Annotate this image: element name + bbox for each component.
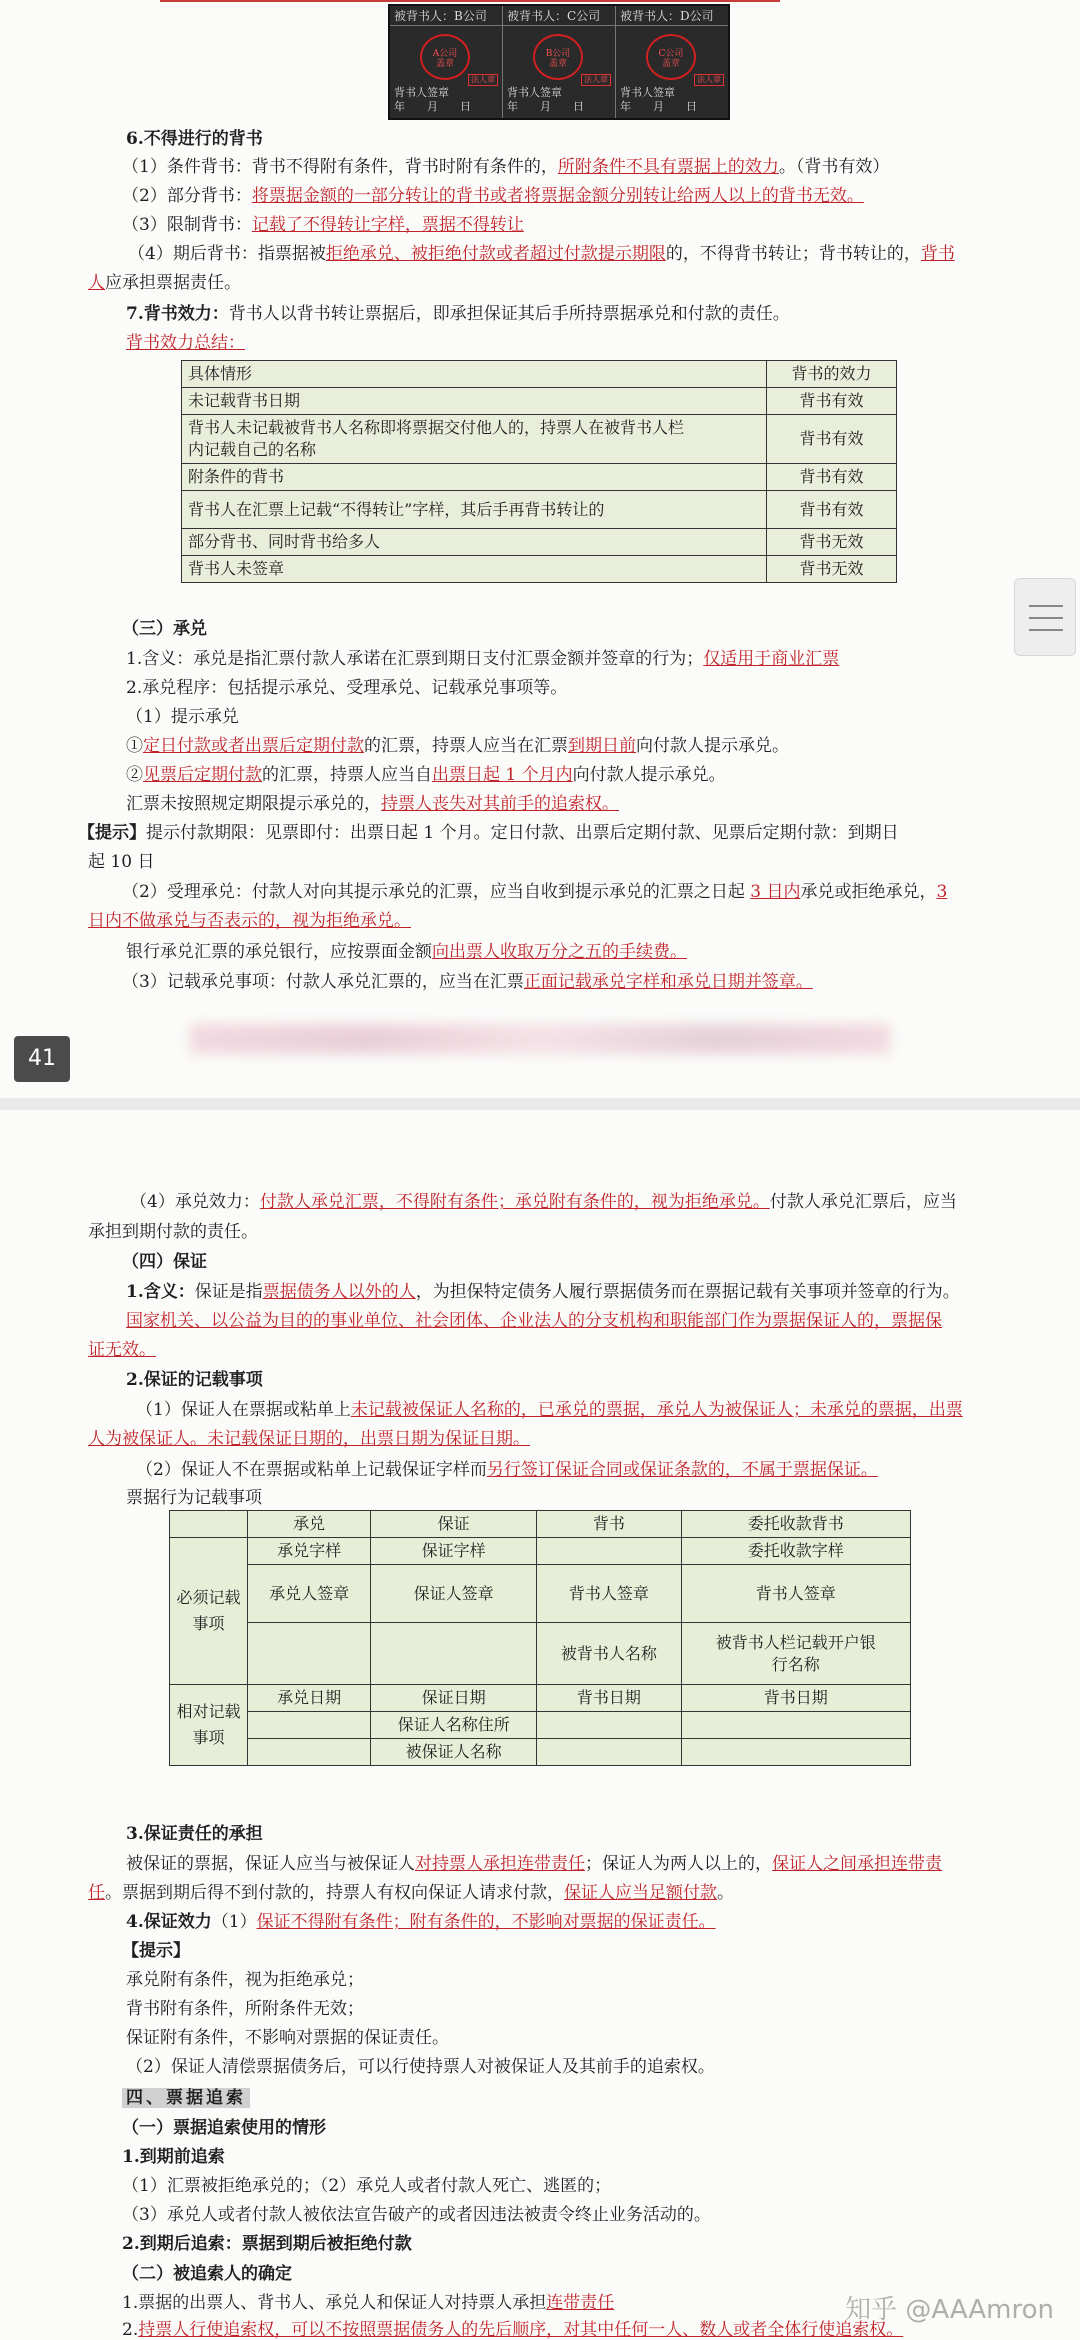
section-heading: 四、票据追索 (122, 2086, 1080, 2110)
text-line: 证无效。 (88, 1340, 156, 1360)
table-row: 被保证人名称 (170, 1739, 911, 1766)
endorsement-stamp-image (388, 4, 730, 120)
stamp-column (616, 6, 728, 118)
table-row: 背书人未签章 背书无效 (182, 556, 897, 583)
text-line: （1）汇票被拒绝承兑的；（2）承兑人或者付款人死亡、逃匿的； (122, 2176, 612, 2196)
section-heading: 3.保证责任的承担 (126, 1824, 263, 1844)
table-row: 背书人未记载被背书人名称即将票据交付他人的，持票人在被背书人栏 内记载自己的名称 背书有效 (182, 415, 897, 464)
section-heading: 2.保证的记载事项 (126, 1370, 263, 1390)
stamp-column (390, 6, 503, 118)
text-line: 4.保证效力（1）保证不得附有条件；附有条件的，不影响对票据的保证责任。 (126, 1912, 716, 1932)
text-line: （2）部分背书：将票据金额的一部分转让的背书或者将票据金额分别转让给两人以上的背书无效。 (122, 186, 864, 206)
summary-label: 背书效力总结： (126, 333, 245, 353)
watermark: 知乎 @AAAmron (845, 2295, 1054, 2325)
document-page-2 (0, 1110, 1080, 2340)
table-row: 必须记载事项 承兑字样 保证字样 委托收款字样 (170, 1538, 911, 1565)
text-line: 1.含义：保证是指票据债务人以外的人，为担保特定债务人履行票据债务而在票据记载有关事项并签章的行为。 (126, 1282, 960, 1302)
stamp-head: 被背书人：D公司 (616, 6, 728, 26)
text-line: 2.持票人行使追索权，可以不按照票据债务人的先后顺序，对其中任何一人、数人或者全体行使追索权。 (122, 2320, 904, 2340)
legal-person-seal: 法人章 (694, 74, 724, 86)
section-heading: （三）承兑 (122, 619, 207, 639)
company-seal: A公司 盖章 (420, 34, 470, 80)
text-line: 日内不做承兑与否表示的，视为拒绝承兑。 (88, 911, 411, 931)
endorsement-effect-table (181, 360, 897, 583)
text-line: 人应承担票据责任。 (88, 273, 241, 293)
text-line: 银行承兑汇票的承兑银行，应按票面金额向出票人收取万分之五的手续费。 (126, 942, 687, 962)
legal-person-seal: 法人章 (468, 74, 498, 86)
text-line: 【提示】提示付款期限：见票即付：出票日起 1 个月。定日付款、出票后定期付款、见票后定期付款：到期日 (78, 823, 899, 843)
text-line: 任。票据到期后得不到付款的，持票人有权向保证人请求付款，保证人应当足额付款。 (88, 1883, 734, 1903)
text-line: 1.票据的出票人、背书人、承兑人和保证人对持票人承担连带责任 (122, 2293, 615, 2313)
text-line: 票据行为记载事项 (126, 1488, 262, 1508)
section-heading: 6.不得进行的背书 (126, 129, 263, 149)
text-line: 人为被保证人。未记载保证日期的，出票日期为保证日期。 (88, 1429, 530, 1449)
section-heading: （二）被追索人的确定 (122, 2264, 292, 2284)
text-line: 起 10 日 (88, 852, 155, 872)
stamp-head: 被背书人：C公司 (503, 6, 615, 26)
table-row: 保证人名称住所 (170, 1712, 911, 1739)
stamp-column (503, 6, 616, 118)
section-heading: （四）保证 (122, 1252, 207, 1272)
section-heading: 1.到期前追索 (122, 2147, 225, 2167)
table-row: 被背书人名称 被背书人栏记载开户银 行名称 (170, 1623, 911, 1685)
company-seal: B公司 盖章 (533, 34, 583, 80)
red-divider (160, 0, 780, 2)
table-row: 承兑人签章 保证人签章 背书人签章 背书人签章 (170, 1565, 911, 1623)
company-seal: C公司 盖章 (646, 34, 696, 80)
text-line: （1）保证人在票据或粘单上未记载被保证人名称的，已承兑的票据，承兑人为被保证人；未承兑的票据，出票 (136, 1400, 963, 1420)
document-page-1 (0, 0, 1080, 1098)
text-line: （3）记载承兑事项：付款人承兑汇票的，应当在汇票正面记载承兑字样和承兑日期并签章。 (122, 972, 813, 992)
text-line: 2.承兑程序：包括提示承兑、受理承兑、记载承兑事项等。 (126, 678, 568, 698)
text-line: （3）限制背书：记载了不得转让字样，票据不得转让 (122, 215, 524, 235)
text-line: 7.背书效力：背书人以背书转让票据后，即承担保证其后手所持票据承兑和付款的责任。 (126, 304, 790, 324)
stamp-sign: 背书人签章 年 月 日 (394, 86, 471, 113)
table-row: 相对记载事项 承兑日期 保证日期 背书日期 背书日期 (170, 1685, 911, 1712)
stamp-head: 被背书人：B公司 (390, 6, 502, 26)
text-line: 汇票未按照规定期限提示承兑的，持票人丧失对其前手的追索权。 (126, 794, 619, 814)
text-line: （2）受理承兑：付款人对向其提示承兑的汇票，应当自收到提示承兑的汇票之日起 3 日内承兑或拒绝承兑，3 (122, 882, 948, 902)
text-line: 被保证的票据，保证人应当与被保证人对持票人承担连带责任；保证人为两人以上的，保证人之间承担连带责 (126, 1854, 942, 1874)
text-line: 承兑附有条件，视为拒绝承兑； (126, 1970, 364, 1990)
tip-label: 【提示】 (122, 1941, 190, 1961)
blurred-footer (190, 1024, 890, 1054)
stamp-sign: 背书人签章 年 月 日 (507, 86, 584, 113)
table-row: 部分背书、同时背书给多人 背书无效 (182, 529, 897, 556)
text-line: 背书附有条件，所附条件无效； (126, 1999, 364, 2019)
text-line: 承担到期付款的责任。 (88, 1222, 258, 1242)
text-line: （3）承兑人或者付款人被依法宣告破产的或者因违法被责令终止业务活动的。 (122, 2205, 711, 2225)
table-header: 承兑 保证 背书 委托收款背书 (170, 1511, 911, 1538)
text-line: （4）期后背书：指票据被拒绝承兑、被拒绝付款或者超过付款提示期限的，不得背书转让；背书转让的，背书 (128, 244, 955, 264)
stamp-sign: 背书人签章 年 月 日 (620, 86, 697, 113)
text-line: （2）保证人清偿票据债务后，可以行使持票人对被保证人及其前手的追索权。 (126, 2057, 715, 2077)
section-heading: （一）票据追索使用的情形 (122, 2118, 326, 2138)
bill-recording-table (169, 1510, 911, 1766)
table-row: 附条件的背书 背书有效 (182, 464, 897, 491)
table-row: 背书人在汇票上记载“不得转让”字样，其后手再背书转让的 背书有效 (182, 491, 897, 529)
table-header: 具体情形 背书的效力 (182, 361, 897, 388)
text-line: 1.含义：承兑是指汇票付款人承诺在汇票到期日支付汇票金额并签章的行为；仅适用于商业汇票 (126, 649, 840, 669)
text-line: （1）提示承兑 (126, 707, 239, 727)
text-line: ①定日付款或者出票后定期付款的汇票，持票人应当在汇票到期日前向付款人提示承兑。 (126, 736, 789, 756)
page-number-badge[interactable]: 41 (14, 1036, 70, 1082)
text-line: 保证附有条件，不影响对票据的保证责任。 (126, 2028, 449, 2048)
page-separator (0, 1098, 1080, 1110)
text-line: ②见票后定期付款的汇票，持票人应当自出票日起 1 个月内向付款人提示承兑。 (126, 765, 726, 785)
text-line: （1）条件背书：背书不得附有条件，背书时附有条件的，所附条件不具有票据上的效力。（背书有效） (122, 157, 890, 177)
legal-person-seal: 法人章 (581, 74, 611, 86)
menu-icon[interactable] (1014, 578, 1076, 656)
section-heading: 2.到期后追索：票据到期后被拒绝付款 (122, 2234, 412, 2254)
table-row: 未记载背书日期 背书有效 (182, 388, 897, 415)
text-line: （2）保证人不在票据或粘单上记载保证字样而另行签订保证合同或保证条款的，不属于票据保证。 (136, 1460, 878, 1480)
text-line: 国家机关、以公益为目的的事业单位、社会团体、企业法人的分支机构和职能部门作为票据保证人的，票据保 (126, 1311, 942, 1331)
text-line: （4）承兑效力：付款人承兑汇票，不得附有条件；承兑附有条件的，视为拒绝承兑。付款人承兑汇票后，应当 (130, 1192, 957, 1212)
